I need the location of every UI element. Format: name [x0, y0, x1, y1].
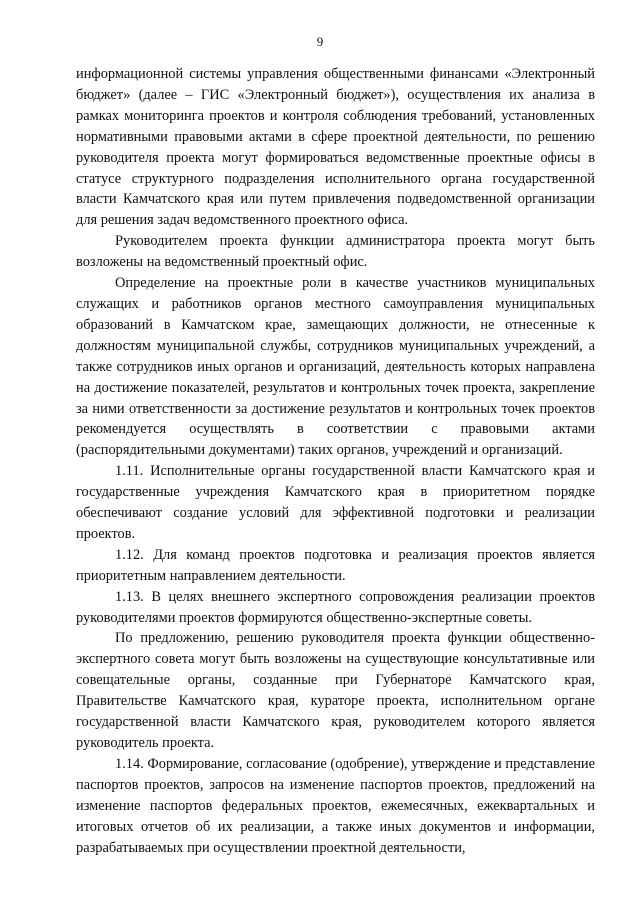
- page-number: 9: [316, 34, 324, 49]
- document-body: [76, 64, 595, 858]
- paragraph: информационной системы управления общественными финансами «Электронный бюджет» (далее – ГИС «Электронный бюджет»), осуществления их анализа в рамках мониторинга проектов и контроля соблюдения требований, установленных нормативными правовыми актами в сфере проектной деятельности, по решению руководителя проекта могут формироваться ведомственные проектные офисы в статусе структурного подразделения исполнительного органа государственной власти Камчатского края или путем привлечения подведомственной организации для решения задач ведомственного проектного офиса.: [76, 66, 595, 229]
- paragraph: По предложению, решению руководителя проекта функции общественно-экспертного совета могут быть возложены на существующие консультативные или совещательные органы, созданные при Губернаторе Камчатского края, Правительстве Камчатского края, кураторе проекта, исполнительном органе государственной власти Камчатского края, руководителем которого является руководитель проекта.: [76, 630, 595, 751]
- paragraph: 1.12. Для команд проектов подготовка и реализация проектов является приоритетным направлением деятельности.: [76, 546, 595, 584]
- paragraph: 1.14. Формирование, согласование (одобрение), утверждение и представление паспортов проектов, запросов на изменение паспортов проектов, предложений на изменение паспортов федеральных проектов, ежемесячных, ежеквартальных и итоговых отчетов об их реализации, а также иных документов и информации, разрабатываемых при осуществлении проектной деятельности,: [76, 755, 595, 856]
- paragraph: Руководителем проекта функции администратора проекта могут быть возложены на ведомственный проектный офис.: [76, 233, 595, 271]
- paragraph: 1.11. Исполнительные органы государственной власти Камчатского края и государственные учреждения Камчатского края в приоритетном порядке обеспечивают создание условий для эффективной подготовки и реализации проектов.: [76, 463, 595, 542]
- paragraph: Определение на проектные роли в качестве участников муниципальных служащих и работников органов местного самоуправления муниципальных образований в Камчатском крае, замещающих должности, не отнесенные к должностям муниципальной службы, сотрудников муниципальных учреждений, а также сотрудников иных органов и организаций, деятельность которых направлена на достижение показателей, результатов и контрольных точек проекта, закрепление за ними ответственности за достижение результатов и контрольных точек проектов рекомендуется осуществлять в соответствии с правовыми актами (распорядительными документами) таких органов, учреждений и организаций.: [76, 275, 595, 459]
- paragraph: 1.13. В целях внешнего экспертного сопровождения реализации проектов руководителями проектов формируются общественно-экспертные советы.: [76, 588, 595, 626]
